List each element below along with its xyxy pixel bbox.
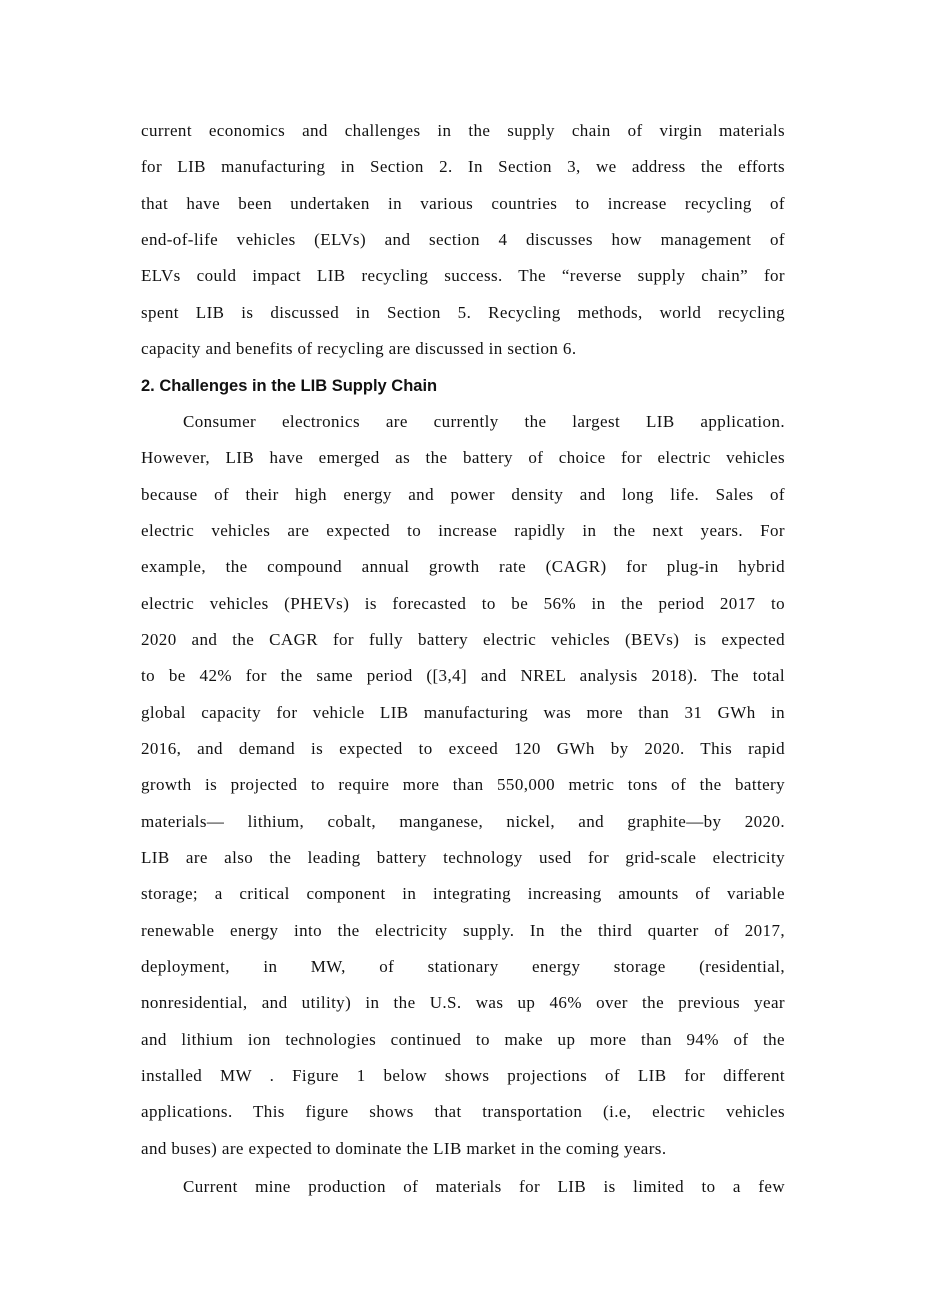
text-line: deployment, in MW, of stationary energy storage (residential, (141, 956, 785, 976)
text-line: storage; a critical component in integrating increasing amounts of variable (141, 884, 785, 904)
text-line: that have been undertaken in various countries to increase recycling of (141, 193, 785, 213)
text-line: nonresidential, and utility) in the U.S. was up 46% over the previous year (141, 993, 785, 1013)
text-line: and buses) are expected to dominate the LIB market in the coming years. (141, 1138, 667, 1158)
text-line: applications. This figure shows that transportation (i.e, electric vehicles (141, 1102, 785, 1122)
text-line: Consumer electronics are currently the largest LIB application. (183, 412, 785, 431)
text-line: growth is projected to require more than 550,000 metric tons of the battery (141, 775, 785, 795)
intro-paragraph (141, 113, 785, 367)
next-paragraph (141, 1169, 785, 1205)
text-line: capacity and benefits of recycling are discussed in section 6. (141, 338, 577, 358)
text-line: to be 42% for the same period ([3,4] and NREL analysis 2018). The total (141, 666, 785, 686)
text-line: 2016, and demand is expected to exceed 120 GWh by 2020. This rapid (141, 738, 785, 758)
section-paragraph (141, 404, 785, 1167)
section-heading: 2. Challenges in the LIB Supply Chain (141, 377, 438, 395)
text-line: installed MW . Figure 1 below shows projections of LIB for different (141, 1065, 785, 1085)
text-line: electric vehicles are expected to increase rapidly in the next years. For (141, 520, 785, 540)
text-line: renewable energy into the electricity supply. In the third quarter of 2017, (141, 920, 785, 940)
text-line: example, the compound annual growth rate (CAGR) for plug-in hybrid (141, 557, 785, 577)
text-line: Current mine production of materials for LIB is limited to a few (183, 1177, 785, 1196)
text-line: 2020 and the CAGR for fully battery electric vehicles (BEVs) is expected (141, 629, 785, 649)
text-line: for LIB manufacturing in Section 2. In Section 3, we address the efforts (141, 157, 785, 177)
text-line: spent LIB is discussed in Section 5. Recycling methods, world recycling (141, 302, 785, 322)
text-line: because of their high energy and power density and long life. Sales of (141, 484, 785, 504)
text-line: global capacity for vehicle LIB manufacturing was more than 31 GWh in (141, 702, 785, 722)
text-line: electric vehicles (PHEVs) is forecasted to be 56% in the period 2017 to (141, 593, 785, 613)
text-line: and lithium ion technologies continued to make up more than 94% of the (141, 1029, 785, 1049)
text-line: LIB are also the leading battery technology used for grid-scale electricity (141, 847, 785, 867)
text-line: end-of-life vehicles (ELVs) and section 4 discusses how management of (141, 229, 785, 249)
text-line: ELVs could impact LIB recycling success. The “reverse supply chain” for (141, 266, 785, 286)
text-line: current economics and challenges in the supply chain of virgin materials (141, 121, 785, 140)
text-line: However, LIB have emerged as the battery of choice for electric vehicles (141, 448, 785, 468)
text-line: materials— lithium, cobalt, manganese, nickel, and graphite—by 2020. (141, 811, 785, 831)
